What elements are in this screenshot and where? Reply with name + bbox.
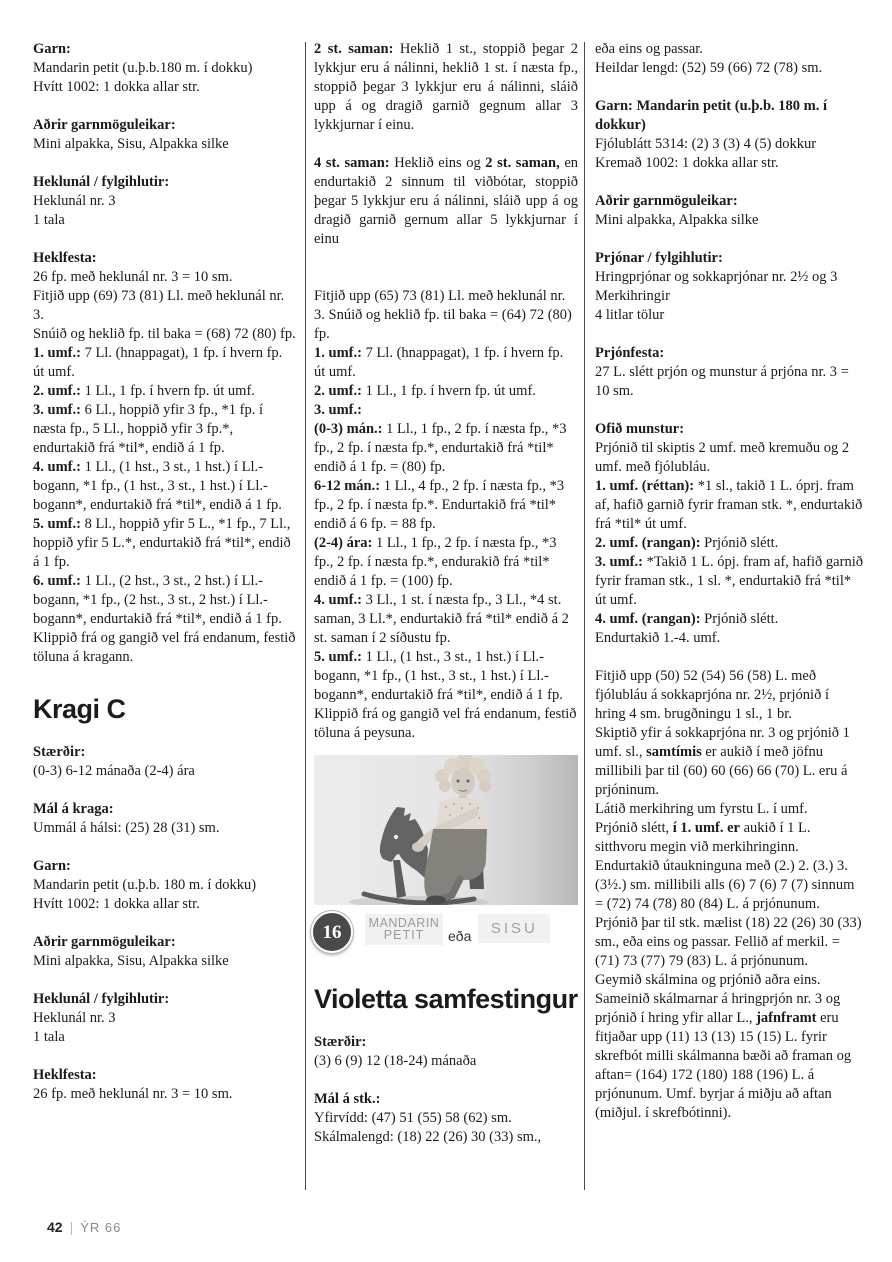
footer-separator: | bbox=[69, 1219, 74, 1235]
sisu-logo bbox=[478, 914, 550, 943]
paragraph: 2. umf.: 1 Ll., 1 fp. í hvern fp. út umf. bbox=[314, 383, 536, 399]
paragraph: Ummál á hálsi: (25) 28 (31) sm. bbox=[33, 820, 220, 836]
paragraph: 1 tala bbox=[33, 1029, 65, 1045]
issue-label: ÝR 66 bbox=[80, 1220, 122, 1235]
paragraph: 27 L. slétt prjón og munstur á prjóna nr. 3 = 10 sm. bbox=[595, 364, 849, 399]
paragraph: (0-3) 6-12 mánaða (2-4) ára bbox=[33, 763, 195, 779]
section-heading: Mál á stk.: bbox=[314, 1091, 381, 1107]
paragraph: 2. umf. (rangan): Prjónið slétt. bbox=[595, 535, 779, 551]
section-heading: Garn: bbox=[33, 858, 71, 874]
paragraph: Mandarin petit (u.þ.b. 180 m. í dokku) bbox=[33, 877, 257, 893]
paragraph: Snúið og heklið fp. til baka = (68) 72 (80) fp. bbox=[33, 326, 296, 342]
column-1 bbox=[33, 40, 297, 1104]
paragraph: Fitjið upp (65) 73 (81) Ll. með heklunál nr. 3. Snúið og heklið fp. til baka = (64) 72 (80) fp. bbox=[314, 288, 572, 342]
paragraph: Sameinið skálmarnar á hringprjón nr. 3 og prjónið í hring yfir allar L., jafnframt eru fitjaðar upp (11) 13 (13) 15 (15) L. fyrir skrefbót milli skálmanna bæði að framan og aftan= (164) 172 (180) 188 (196) L. á prjónunum. Umf. byrjar á miðju að aftan (miðjul. í skrefbótinni). bbox=[595, 991, 852, 1121]
paragraph: (2-4) ára: 1 Ll., 1 fp., 2 fp. í næsta fp., *3 fp., 2 fp. í næsta fp.*, endurakið frá *til* endið á 1 fp. = (100) fp. bbox=[314, 535, 557, 589]
paragraph: Kremað 1002: 1 dokka allar str. bbox=[595, 155, 779, 171]
paragraph: Mini alpakka, Sisu, Alpakka silke bbox=[33, 136, 229, 152]
paragraph: 26 fp. með heklunál nr. 3 = 10 sm. bbox=[33, 269, 233, 285]
paragraph: eða eins og passar. bbox=[595, 41, 703, 57]
section-heading: Mál á kraga: bbox=[33, 801, 114, 817]
blank-line bbox=[314, 249, 578, 268]
photo-child-on-rocking-horse bbox=[314, 755, 578, 905]
paragraph: 2. umf.: 1 Ll., 1 fp. í hvern fp. út umf. bbox=[33, 383, 255, 399]
section-heading: Stærðir: bbox=[314, 1034, 367, 1050]
or-label: eða bbox=[448, 928, 472, 944]
paragraph: 4. umf. (rangan): Prjónið slétt. bbox=[595, 611, 779, 627]
paragraph: Prjónið til skiptis 2 umf. með kremuðu og 2 umf. með fjólubláu. bbox=[595, 440, 850, 475]
paragraph: Mini alpakka, Sisu, Alpakka silke bbox=[33, 953, 229, 969]
design-number-badge bbox=[311, 911, 353, 953]
paragraph: Hvítt 1002: 1 dokka allar str. bbox=[33, 896, 200, 912]
section-heading: Aðrir garnmöguleikar: bbox=[33, 117, 176, 133]
brand-line2: PETIT bbox=[383, 928, 425, 942]
paragraph: Hvítt 1002: 1 dokka allar str. bbox=[33, 79, 200, 95]
pattern-title: Kragi C bbox=[33, 694, 126, 724]
paragraph: Skálmalengd: (18) 22 (26) 30 (33) sm., bbox=[314, 1129, 542, 1145]
section-heading: Prjónar / fylgihlutir: bbox=[595, 250, 723, 266]
paragraph: Látið merkihring um fyrstu L. í umf. bbox=[595, 801, 808, 817]
paragraph: 1. umf.: 7 Ll. (hnappagat), 1 fp. í hvern fp. út umf. bbox=[314, 345, 564, 380]
paragraph: 1. umf. (réttan): *1 sl., takið 1 L. óprj. fram af, hafið garnið fyrir framan stk. *, endurtakið frá *til* út umf. bbox=[595, 478, 863, 532]
paragraph: 5. umf.: 1 Ll., (1 hst., 3 st., 1 hst.) í Ll.-bogann, *1 fp., (1 hst., 3 st., 1 hst.) í Ll.-bogann*, endurtakið frá *til*, endið á 1 fp. bbox=[314, 649, 563, 703]
paragraph: Prjónið slétt, í 1. umf. er aukið í 1 L. sitthvoru megin við merkihringinn. Endurtakið útaukninguna með (2.) 2. (3.) 3. (3½.) sm. millibili alls (6) 7 (6) 7 (7) sinnum = (72) 74 (78) 80 (84) L. á prjónunum. Prjónið þar til stk. mælist (18) 22 (26) 30 (33) sm., eða eins og passar. Fellið af merkil. = (71) 73 (77) 79 (83) L. á prjónunum. bbox=[595, 820, 862, 969]
photo-illustration bbox=[314, 755, 578, 905]
paragraph: (3) 6 (9) 12 (18-24) mánaða bbox=[314, 1053, 477, 1069]
paragraph: Heklunál nr. 3 bbox=[33, 193, 116, 209]
column-3 bbox=[595, 40, 863, 1123]
column-divider-left bbox=[305, 42, 306, 1190]
section-heading: Aðrir garnmöguleikar: bbox=[33, 934, 176, 950]
paragraph: Mini alpakka, Alpakka silke bbox=[595, 212, 759, 228]
column-2-bottom-text bbox=[314, 984, 578, 1147]
paragraph: Mandarin petit (u.þ.b.180 m. í dokku) bbox=[33, 60, 253, 76]
paragraph: 6. umf.: 1 Ll., (2 hst., 3 st., 2 hst.) í Ll.-bogann, *1 fp., (2 hst., 3 st., 2 hst.) í Ll.-bogann*, endurtakið frá *til*, endið á 1 fp. bbox=[33, 573, 282, 627]
paragraph: 4 st. saman: Heklið eins og 2 st. saman, en endurtakið 2 sinnum til viðbótar, stoppið þegar 5 lykkjur eru á nálinni, sláið upp á og dragið garnið gernum allar 5 lykkjurnar í einu bbox=[314, 155, 579, 247]
paragraph: Heildar lengd: (52) 59 (66) 72 (78) sm. bbox=[595, 60, 823, 76]
column-divider-right bbox=[584, 42, 585, 1190]
paragraph: Fjólublátt 5314: (2) 3 (3) 4 (5) dokkur bbox=[595, 136, 817, 152]
paragraph: 6-12 mán.: 1 Ll., 4 fp., 2 fp. í næsta fp., *3 fp., 2 fp. í næsta fp.*. Endurtakið frá *til* endið á 6 fp. = 88 fp. bbox=[314, 478, 565, 532]
blank-line bbox=[314, 268, 578, 287]
column-2 bbox=[314, 40, 578, 1147]
paragraph: Skiptið yfir á sokkaprjóna nr. 3 og prjónið 1 umf. sl., samtímis er aukið í með jöfnu millibili þar til (60) 60 (66) 66 (70) L. eru á prjóninum. bbox=[595, 725, 850, 798]
sisu-label: SISU bbox=[490, 920, 538, 937]
paragraph: Yfirvídd: (47) 51 (55) 58 (62) sm. bbox=[314, 1110, 512, 1126]
paragraph: 4 litlar tölur bbox=[595, 307, 665, 323]
pattern-title: Violetta samfestingur bbox=[314, 984, 578, 1014]
paragraph: 4. umf.: 1 Ll., (1 hst., 3 st., 1 hst.) í Ll.-bogann, *1 fp., (1 hst., 3 st., 1 hst.) í Ll.-bogann*, endurtakið frá *til*, endið á 1 fp. bbox=[33, 459, 282, 513]
paragraph: Endurtakið 1.-4. umf. bbox=[595, 630, 721, 646]
paragraph: 3. umf.: bbox=[314, 402, 362, 418]
paragraph: Fitjið upp (50) 52 (54) 56 (58) L. með fjólubláu á sokkaprjóna nr. 2½, prjónið í hring 4 sm. brugðningu 1 sl., 1 br. bbox=[595, 668, 829, 722]
page-footer bbox=[47, 1219, 121, 1235]
paragraph: (0-3) mán.: 1 Ll., 1 fp., 2 fp. í næsta fp., *3 fp., 2 fp. í næsta fp.*, endurtakið frá *til* endið á 1 fp. = (80) fp. bbox=[314, 421, 567, 475]
section-heading: Heklfesta: bbox=[33, 250, 97, 266]
paragraph: 26 fp. með heklunál nr. 3 = 10 sm. bbox=[33, 1086, 233, 1102]
paragraph: 5. umf.: 8 Ll., hoppið yfir 5 L., *1 fp., 7 Ll., hoppið yfir 5 L.*, endurtakið frá *til*, endið á 1 fp. bbox=[33, 516, 291, 570]
paragraph: Fitjið upp (69) 73 (81) Ll. með heklunál nr. 3. bbox=[33, 288, 285, 323]
blank-line bbox=[595, 648, 863, 667]
paragraph: 4. umf.: 3 Ll., 1 st. í næsta fp., 3 Ll., *4 st. saman, 3 Ll.*, endurtakið frá *til* endið á 2 st. saman í 2 síðustu fp. bbox=[314, 592, 569, 646]
section-heading: Aðrir garnmöguleikar: bbox=[595, 193, 738, 209]
paragraph: 2 st. saman: Heklið 1 st., stoppið þegar 2 lykkjur eru á nálinni, heklið 1 st. í næsta fp., stoppið þegar 3 lykkjur eru á nálinni, sláið upp á og dragið garnið gegnum allar 3 lykkjurnar í einu. bbox=[314, 41, 578, 133]
section-heading: Ofið munstur: bbox=[595, 421, 685, 437]
mandarin-petit-logo bbox=[365, 914, 443, 945]
paragraph: Heklunál nr. 3 bbox=[33, 1010, 116, 1026]
paragraph: Klippið frá og gangið vel frá endanum, festið töluna á kragann. bbox=[33, 630, 296, 665]
paragraph: 1. umf.: 7 Ll. (hnappagat), 1 fp. í hvern fp. út umf. bbox=[33, 345, 283, 380]
section-heading: Stærðir: bbox=[33, 744, 86, 760]
paragraph: 1 tala bbox=[33, 212, 65, 228]
section-heading: Prjónfesta: bbox=[595, 345, 665, 361]
section-heading: Heklfesta: bbox=[33, 1067, 97, 1083]
brand-line1: MANDARIN bbox=[368, 916, 440, 930]
paragraph: Merkihringir bbox=[595, 288, 670, 304]
paragraph: 3. umf.: 6 Ll., hoppið yfir 3 fp., *1 fp. í næsta fp., 5 Ll., hoppið yfir 3 fp.*, endurtakið frá *til*, endið á 1 fp. bbox=[33, 402, 263, 456]
design-number: 16 bbox=[322, 921, 342, 943]
blank-line bbox=[314, 135, 578, 154]
section-heading: Heklunál / fylgihlutir: bbox=[33, 174, 170, 190]
section-heading: Heklunál / fylgihlutir: bbox=[33, 991, 170, 1007]
page-number: 42 bbox=[47, 1219, 63, 1235]
brand-badge-row bbox=[314, 911, 578, 957]
paragraph: Hringprjónar og sokkaprjónar nr. 2½ og 3 bbox=[595, 269, 838, 285]
section-heading: Garn: bbox=[33, 41, 71, 57]
column-2-text bbox=[314, 40, 578, 743]
paragraph: Klippið frá og gangið vel frá endanum, festið töluna á peysuna. bbox=[314, 706, 577, 741]
paragraph: Geymið skálmina og prjónið aðra eins. bbox=[595, 972, 821, 988]
section-heading: Garn: Mandarin petit (u.þ.b. 180 m. í dokkur) bbox=[595, 98, 828, 133]
paragraph: 3. umf.: *Takið 1 L. ópj. fram af, hafið garnið fyrir framan stk., 1 sl. *, endurtakið frá *til* út umf. bbox=[595, 554, 863, 608]
